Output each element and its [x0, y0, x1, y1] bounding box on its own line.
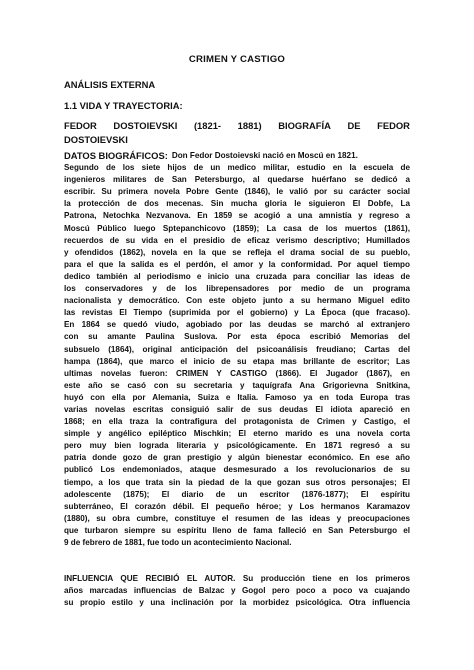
paragraph-lead-in: DATOS BIOGRÁFICOS:	[64, 150, 168, 161]
text-line-content: huyó con ella por Alemania, Suiza e Italia. Famoso ya en toda Europa tras	[64, 392, 410, 402]
text-line-content: Moscú Público luego Sptepanchicovo (1859); La casa de los muertos (1861),	[64, 223, 410, 233]
heading-word: FEDOR	[64, 120, 97, 131]
text-line-content: simple y angélico epiléptico Mischkin; El eterno marido es una novela corta	[64, 429, 410, 439]
text-line-content: escribir. Su primera novela Pobre Gente (1846), le valió por su carácter social	[64, 187, 410, 197]
text-line	[64, 186, 410, 198]
text-line	[64, 271, 410, 283]
heading-word: DOSTOIEVSKI	[113, 120, 178, 131]
heading-word: 1881)	[237, 120, 262, 131]
text-line	[64, 283, 410, 295]
text-line-content: para el que la salida es el perdón, el amor y la conformidad. Por aquel tiempo	[64, 259, 410, 269]
text-line-content: publicó Los endemoniados, ataque desmesurado a los revolucionarios de su	[64, 465, 410, 475]
text-line	[64, 307, 410, 319]
text-line-content: nacionalista y democrático. Con este objeto junto a su hermano Miguel edito	[64, 296, 410, 306]
text-line	[64, 150, 410, 162]
text-line-content: Patrona, Netochka Nezvanova. En 1859 se acogió a una amnistía y regreso a	[64, 211, 410, 221]
text-line-content: Segundo de los siete hijos de un medico militar, estudio en la escuela de	[64, 163, 410, 173]
text-line-content: tiempo, a los que trata sin la piedad de la que gozan sus otros personajes; El	[64, 477, 410, 487]
text-line-content: pero muy bien lograda literaria y psicológicamente. En 1871 regresó a su	[64, 441, 410, 451]
document-page	[64, 0, 410, 670]
text-line-content: subterráneo, El corazón débil. El pequeño héroe; y Los hermanos Karamazov	[64, 501, 410, 511]
heading-word: DE	[347, 120, 361, 131]
subsection-heading: 1.1 VIDA Y TRAYECTORIA:	[64, 100, 183, 111]
text-line	[64, 428, 410, 440]
text-line	[64, 585, 410, 597]
text-line	[64, 247, 410, 259]
text-line	[64, 573, 410, 585]
biography-heading-line-2: DOSTOIEVSKI	[64, 133, 128, 145]
text-line	[64, 356, 410, 368]
document-title: CRIMEN Y CASTIGO	[188, 54, 286, 65]
text-line	[64, 223, 410, 235]
text-line-content: (1880), su obra cumbre, constituye el resumen de las ideas y preocupaciones	[64, 513, 410, 523]
text-line	[64, 452, 410, 464]
text-line	[64, 477, 410, 489]
text-line	[64, 319, 410, 331]
text-line-content: dedico también al periodismo e inicio una cruzada para conciliar las ideas de	[64, 271, 410, 281]
heading-word: FEDOR	[377, 120, 410, 131]
heading-word: BIOGRAFÍA	[278, 120, 331, 131]
text-line	[64, 513, 410, 525]
text-line-content: varias novelas escritas consiguió salir de sus deudas El idiota apareció en	[64, 404, 410, 414]
text-line	[64, 331, 410, 343]
text-line-content: En 1864 se quedó viudo, agobiado por las deudas se marchó al extranjero	[64, 320, 410, 330]
text-line	[64, 404, 410, 416]
text-line-content: la protección de dos mecenas. Sin mucha gloria le siguieron El Dobfe, La	[64, 199, 410, 209]
text-line	[64, 344, 410, 356]
text-line	[64, 392, 410, 404]
text-line	[64, 380, 410, 392]
text-line	[64, 259, 410, 271]
text-line	[64, 440, 410, 452]
text-line-content: 9 de febrero de 1881, fue todo un acontecimiento Nacional.	[64, 538, 292, 547]
text-line-content: este año se casó con su secretaria y taquígrafa Ana Grigorievna Snitkina,	[64, 380, 410, 390]
text-line	[64, 525, 410, 537]
text-line-content: recuerdos de su vida en el presidio de eficaz verismo descriptivo; Humillados	[64, 235, 410, 245]
text-line-content: subsuelo (1864), original anticipación del psicoanálisis freudiano; Cartas del	[64, 344, 410, 354]
text-line	[64, 464, 410, 476]
biographical-data-paragraph	[64, 150, 410, 549]
text-line	[64, 198, 410, 210]
text-line	[64, 597, 410, 609]
text-line	[64, 162, 410, 174]
biography-heading	[64, 119, 410, 146]
text-line	[64, 416, 410, 428]
text-line-content: ultimas novelas fueron: CRIMEN Y CASTIGO (1866). El Jugador (1867), en	[64, 368, 410, 378]
text-line	[64, 368, 410, 380]
text-line-content: patria donde gozo de gran prestigio y algún bienestar económico. En ese año	[64, 453, 410, 463]
text-line-content: adolescente (1875); El diario de un escritor (1876-1877); El espíritu	[64, 489, 410, 499]
text-line-content: 1868; en ella traza la contrafigura del protagonista de Crimen y Castigo, el	[64, 417, 410, 427]
text-line-content: años marcadas influencias de Balzac y Gogol pero poco a poco va cuajando	[64, 586, 410, 596]
text-line	[64, 537, 410, 549]
text-line-content: las revistas El Tiempo (suprimida por el gobierno) y La Época (que fracaso).	[64, 308, 410, 318]
text-line-content: los conservadores y de los librepensadores por medio de un programa	[64, 284, 410, 294]
text-line-content: hampa (1864), que marco el inicio de su etapa mas brillante de escritor; Las	[64, 356, 410, 366]
text-line-content: que turbaron siempre su espíritu lleno de fama falleció en San Petersburgo el	[64, 525, 410, 535]
text-line	[64, 489, 410, 501]
text-line-content: su propio estilo y una inclinación por la morbidez psicológica. Otra influencia	[64, 598, 410, 608]
text-line-content: Don Fedor Dostoievski nació en Moscú en 1821.	[171, 151, 358, 160]
text-line	[64, 295, 410, 307]
text-line	[64, 501, 410, 513]
biography-heading-line-1	[64, 119, 410, 133]
text-line-content: y ofendidos (1862), novela en la que se refleja el drama social de su pueblo,	[64, 247, 410, 257]
text-line	[64, 174, 410, 186]
influence-paragraph	[64, 573, 410, 609]
section-heading: ANÁLISIS EXTERNA	[64, 79, 156, 90]
heading-word: (1821-	[193, 120, 222, 131]
text-line-content: INFLUENCIA QUE RECIBIÓ EL AUTOR. Su producción tiene en los primeros	[64, 574, 410, 583]
text-line-content: con su amante Paulina Suslova. Por esta época escribió Memorias del	[64, 332, 410, 342]
text-line	[64, 210, 410, 222]
text-line	[64, 235, 410, 247]
text-line-content: ingenieros militares de San Petersburgo, al quedarse huérfano se dedicó a	[64, 175, 410, 185]
